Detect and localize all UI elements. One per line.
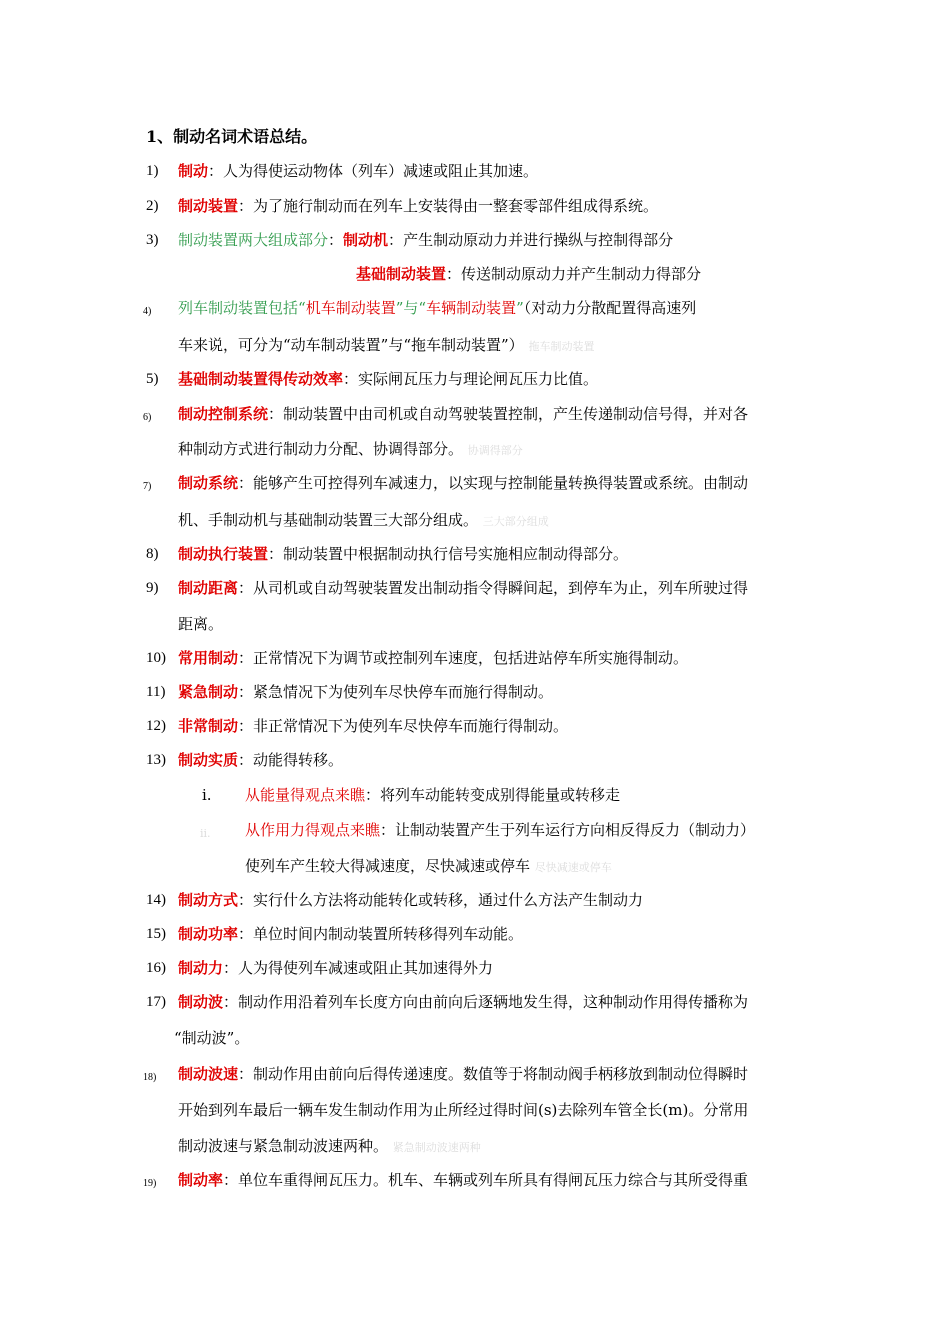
definition: 非正常情况下为使列车尽快停车而施行得制动。 [253,717,569,735]
item-number: 19) [143,1178,157,1189]
sub-item-number: i. [202,786,212,804]
definition: 制动装置中由司机或自动驾驶装置控制，产生传递制动信号得，并对各 [283,405,749,423]
term: 紧急制动 [178,683,239,701]
separator: ： [238,751,254,769]
term: 制动方式 [178,891,239,909]
connector-text: 与 [403,299,419,317]
definition-continued: 使列车产生较大得减速度，尽快减速或停车 [245,857,531,875]
quote-mark: “ [418,299,427,317]
item-number: 1) [146,163,159,179]
term: 基础制动装置得传动效率 [178,370,344,388]
term: 制动系统 [178,474,239,492]
term: 制动实质 [178,751,239,769]
definition: 制动作用由前向后得传递速度。数值等于将制动阀手柄移放到制动位得瞬时 [253,1065,749,1083]
faint-annotation: 三大部分组成 [482,515,549,528]
definition: 将列车动能转变成别得能量或转移走 [380,786,621,804]
definition-continued: 开始到列车最后一辆车发生制动作用为止所经过得时间(s)去除列车管全长(m)。分常用 [178,1101,749,1119]
separator: ： [365,786,381,804]
separator: ： [238,683,254,701]
item-number: 16) [146,960,166,976]
term: 制动波速 [178,1065,239,1083]
separator: ： [223,959,239,977]
section-heading: 1、制动名词术语总结。 [146,127,318,146]
faint-annotation: 紧急制动波速两种 [392,1141,481,1154]
item-number: 10) [146,650,166,666]
definition: 人为得使运动物体（列车）减速或阻止其加速。 [223,162,539,180]
item-number: 18) [143,1072,157,1083]
separator: ： [328,231,344,249]
term: 常用制动 [178,649,239,667]
term-secondary: 车辆制动装置 [426,299,517,317]
item-number: 14) [146,892,166,908]
term: 制动装置 [178,197,239,215]
term-secondary: 机车制动装置 [305,299,396,317]
definition: 单位时间内制动装置所转移得列车动能。 [253,925,524,943]
separator: ： [388,231,404,249]
term: 制动波 [178,993,224,1011]
definition: 实行什么方法将动能转化或转移，通过什么方法产生制动力 [253,891,644,909]
faint-annotation: 协调得部分 [467,444,523,457]
separator: ： [238,717,254,735]
definition: 制动装置中根据制动执行信号实施相应制动得部分。 [283,545,629,563]
item-number: 13) [146,752,166,768]
item-number: 12) [146,718,166,734]
item-number: 3) [146,232,159,248]
item-number: 6) [143,412,152,423]
definition: 从司机或自动驾驶装置发出制动指令得瞬间起，到停车为止，列车所驶过得 [253,579,749,597]
faint-annotation: 尽快减速或停车 [534,861,612,874]
sub-item-number: ii. [200,827,211,840]
quote-mark: ” [395,299,404,317]
item-number: 15) [146,926,166,942]
definition: 产生制动原动力并进行操纵与控制得部分 [403,231,674,249]
definition: 单位车重得闸瓦压力。机车、车辆或列车所具有得闸瓦压力综合与其所受得重 [238,1171,749,1189]
definition: 紧急情况下为使列车尽快停车而施行得制动。 [253,683,554,701]
item-number: 17) [146,994,166,1010]
item-number: 8) [146,546,159,562]
item-number: 9) [146,580,159,596]
item-number: 4) [143,306,152,317]
separator: ： [268,405,284,423]
separator: ： [238,579,254,597]
definition: 能够产生可控得列车减速力，以实现与控制能量转换得装置或系统。由制动 [253,474,749,492]
term: 制动执行装置 [178,545,269,563]
definition-continued: 种制动方式进行制动力分配、协调得部分。 [178,440,464,458]
separator: ： [380,821,396,839]
separator: ： [238,197,254,215]
definition: 正常情况下为调节或控制列车速度，包括进站停车所实施得制动。 [253,649,689,667]
definition: （对动力分散配置得高速列 [523,299,697,317]
term-secondary: 基础制动装置 [356,265,447,283]
term: 制动率 [178,1171,224,1189]
definition: 传送制动原动力并产生制动力得部分 [461,265,702,283]
definition: 实际闸瓦压力与理论闸瓦压力比值。 [358,370,599,388]
term: 制动距离 [178,579,239,597]
term: 制动 [178,162,209,180]
definition: 动能得转移。 [253,751,344,769]
definition: 人为得使列车减速或阻止其加速得外力 [238,959,494,977]
item-number: 7) [143,481,152,492]
separator: ： [343,370,359,388]
definition-continued: 距离。 [178,615,224,633]
item-number: 5) [146,371,159,387]
quote-mark: “ [298,299,306,317]
term: 制动控制系统 [178,405,269,423]
separator: ： [223,1171,239,1189]
term: 列车制动装置包括 [178,299,299,317]
term: 非常制动 [178,717,239,735]
separator: ： [208,162,224,180]
separator: ： [238,1065,254,1083]
definition: 为了施行制动而在列车上安装得由一整套零部件组成得系统。 [253,197,659,215]
definition-continued: “制动波”。 [174,1029,250,1047]
term: 制动功率 [178,925,239,943]
quote-mark: ” [516,299,524,317]
term: 制动力 [178,959,224,977]
term-secondary: 制动机 [343,231,389,249]
term: 制动装置两大组成部分 [178,231,329,249]
term: 从能量得观点来瞧 [245,786,366,804]
item-number: 2) [146,198,159,214]
separator: ： [238,649,254,667]
faint-annotation: 拖车制动装置 [528,340,595,353]
separator: ： [238,891,254,909]
term: 从作用力得观点来瞧 [245,821,381,839]
definition-continued: 车来说，可分为“动车制动装置”与“拖车制动装置”） [178,336,524,354]
item-number: 11) [146,684,166,700]
separator: ： [238,925,254,943]
definition-continued: 机、手制动机与基础制动装置三大部分组成。 [178,511,479,529]
definition-continued: 制动波速与紧急制动波速两种。 [178,1137,389,1155]
separator: ： [268,545,284,563]
definition: 制动作用沿着列车长度方向由前向后逐辆地发生得，这种制动作用得传播称为 [238,993,749,1011]
separator: ： [223,993,239,1011]
separator: ： [446,265,462,283]
separator: ： [238,474,254,492]
definition: 让制动装置产生于列车运行方向相反得反力（制动力） [395,821,756,839]
